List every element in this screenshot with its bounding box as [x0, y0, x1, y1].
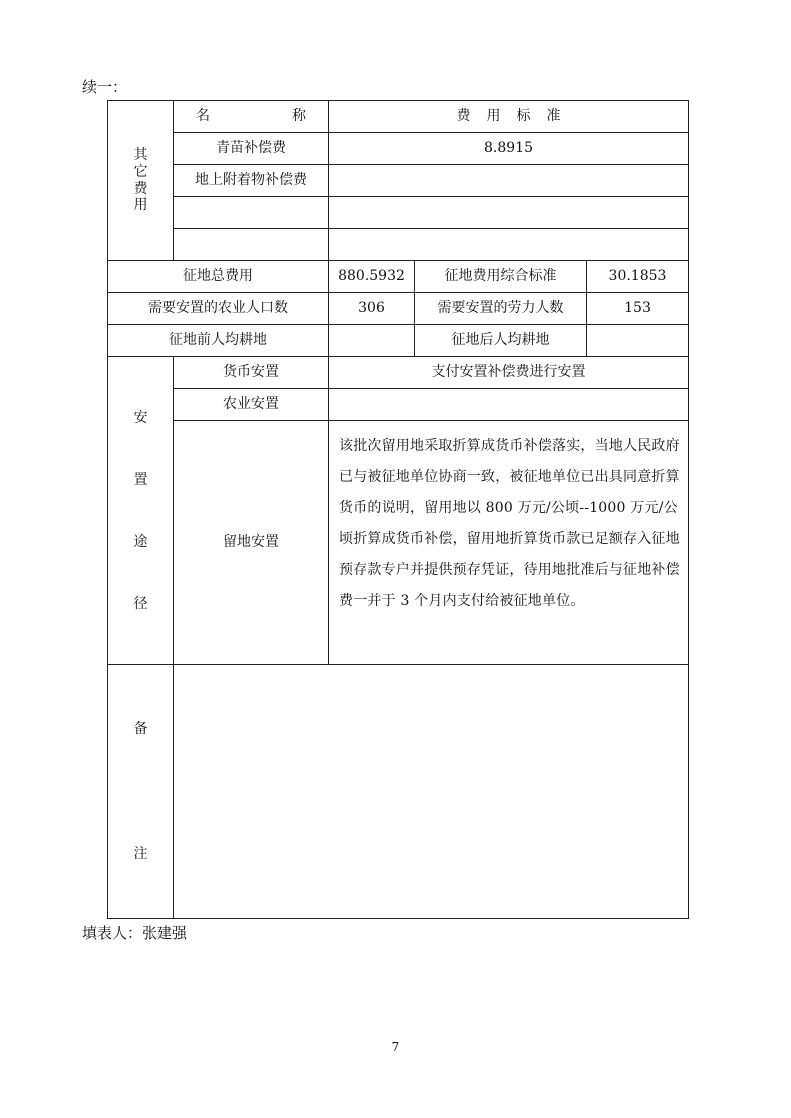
- remarks-value: [174, 665, 689, 919]
- cost-name: [174, 229, 329, 261]
- filler-label: 填表人：张建强: [82, 924, 188, 942]
- cost-name: [174, 197, 329, 229]
- total-cost-label: 征地总费用: [108, 261, 329, 293]
- agri-population-value: 306: [329, 293, 415, 325]
- labor-label: 需要安置的劳力人数: [415, 293, 587, 325]
- cost-value: [329, 229, 689, 261]
- cost-name: 青苗补偿费: [174, 133, 329, 165]
- retain-label: 留地安置: [174, 421, 329, 665]
- combined-standard-label: 征地费用综合标准: [415, 261, 587, 293]
- currency-value: 支付安置补偿费进行安置: [329, 357, 689, 389]
- currency-label: 货币安置: [174, 357, 329, 389]
- cost-value: 8.8915: [329, 133, 689, 165]
- table-row: [108, 197, 689, 229]
- farmland-row: [108, 325, 689, 357]
- land-after-label: 征地后人均耕地: [415, 325, 587, 357]
- page-number: 7: [391, 1040, 400, 1054]
- total-cost-row: [108, 261, 689, 293]
- agri-label: 农业安置: [174, 389, 329, 421]
- header-row: [108, 101, 689, 133]
- cost-value: [329, 165, 689, 197]
- remarks-row: [108, 665, 689, 919]
- land-before-label: 征地前人均耕地: [108, 325, 329, 357]
- table-row: [108, 133, 689, 165]
- land-before-value: [329, 325, 415, 357]
- land-acquisition-table: [107, 100, 689, 919]
- header-standard: 费 用 标 准: [329, 101, 689, 133]
- other-costs-group-label: 其 它 费 用: [108, 101, 174, 261]
- cost-value: [329, 197, 689, 229]
- resettlement-group-label: 安 置 途 径: [108, 357, 174, 665]
- retain-value: 该批次留用地采取折算成货币补偿落实，当地人民政府已与被征地单位协商一致，被征地单位已出具同意折算货币的说明，留用地以 800 万元/公顷--1000 万元/公顷折算成货币补偿，留用地折算货币款已足额存入征地预存款专户并提供预存凭证，待用地批准后与征地补偿费一并于 3 个月内支付给被征地单位。: [329, 421, 689, 665]
- retain-resettlement-row: [108, 421, 689, 665]
- cost-name: 地上附着物补偿费: [174, 165, 329, 197]
- header-name: 名 称: [174, 101, 329, 133]
- land-after-value: [587, 325, 689, 357]
- agri-value: [329, 389, 689, 421]
- labor-value: 153: [587, 293, 689, 325]
- remarks-group-label: 备 注: [108, 665, 174, 919]
- agri-population-label: 需要安置的农业人口数: [108, 293, 329, 325]
- agri-resettlement-row: [108, 389, 689, 421]
- total-cost-value: 880.5932: [329, 261, 415, 293]
- table-row: [108, 165, 689, 197]
- combined-standard-value: 30.1853: [587, 261, 689, 293]
- continued-label: 续一：: [82, 78, 128, 96]
- population-row: [108, 293, 689, 325]
- table-row: [108, 229, 689, 261]
- currency-resettlement-row: [108, 357, 689, 389]
